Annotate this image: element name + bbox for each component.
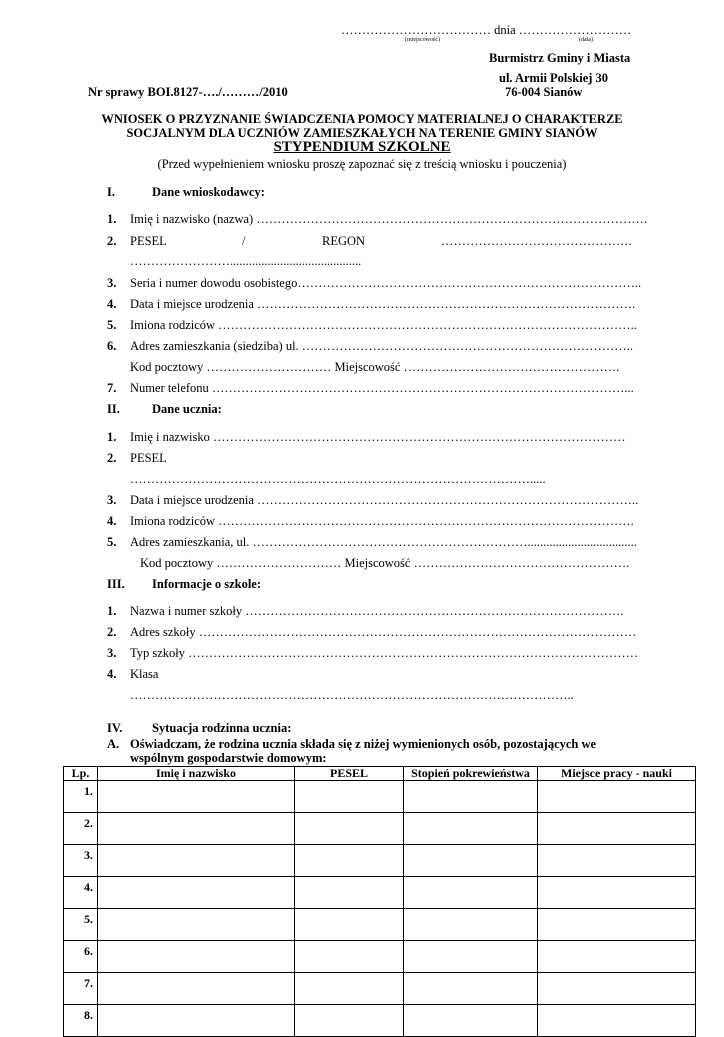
col-header-pesel: PESEL — [295, 767, 404, 781]
pesel-cell[interactable] — [295, 781, 404, 813]
s1-field-parents[interactable] — [0, 315, 724, 336]
section4-sub-letter: A. — [107, 737, 120, 751]
s3-num-3: 3. — [107, 646, 117, 660]
s3-class-dots: …………………………………………………………………………………………….. — [130, 688, 574, 702]
date-caption: (data) — [579, 37, 593, 43]
pesel-cell[interactable] — [295, 1005, 404, 1037]
s2-num-1: 1. — [107, 430, 117, 444]
relationship-cell[interactable] — [404, 973, 538, 1005]
section1-header — [0, 182, 724, 203]
s1-field-address[interactable] — [0, 336, 724, 357]
s3-class-dots-line[interactable] — [0, 685, 724, 706]
row-number: 8. — [64, 1005, 98, 1037]
workplace-cell[interactable] — [538, 1005, 696, 1037]
s3-field-school-address[interactable] — [0, 622, 724, 643]
row-number: 6. — [64, 941, 98, 973]
row-number: 1. — [64, 781, 98, 813]
section4-heading: Sytuacja rodzinna ucznia: — [152, 721, 292, 735]
name-cell[interactable] — [98, 941, 295, 973]
pesel-cell[interactable] — [295, 877, 404, 909]
s3-field-class[interactable] — [0, 664, 724, 685]
col-header-workplace: Miejsce pracy - nauki — [538, 767, 696, 781]
s2-field-address[interactable] — [0, 532, 724, 553]
workplace-cell[interactable] — [538, 909, 696, 941]
pesel-cell[interactable] — [295, 813, 404, 845]
section4-sub-text2: wspólnym gospodarstwie domowym: — [130, 751, 327, 765]
s3-text-1: Nazwa i numer szkoły ………………………………………………………………………………. — [130, 604, 624, 618]
workplace-cell[interactable] — [538, 941, 696, 973]
table-row — [64, 845, 696, 877]
row-number: 2. — [64, 813, 98, 845]
name-cell[interactable] — [98, 1005, 295, 1037]
section2-heading: Dane ucznia: — [152, 402, 222, 416]
name-cell[interactable] — [98, 781, 295, 813]
workplace-cell[interactable] — [538, 813, 696, 845]
title-main: STYPENDIUM SZKOLNE — [273, 139, 451, 155]
table-row — [64, 1005, 696, 1037]
table-row — [64, 877, 696, 909]
section1-heading: Dane wnioskodawcy: — [152, 185, 265, 199]
s1-num-2: 2. — [107, 234, 117, 248]
s1-text-4: Data i miejsce urodzenia ………………………………………………………………………………. — [130, 297, 636, 311]
section4-sub-line2 — [0, 750, 724, 766]
s3-text-3: Typ szkoły ……………………………………………………………………………………………… — [130, 646, 639, 660]
relationship-cell[interactable] — [404, 813, 538, 845]
workplace-cell[interactable] — [538, 781, 696, 813]
recipient-line3: 76-004 Sianów — [505, 85, 583, 99]
s1-text-6: Adres zamieszkania (siedziba) ul. …………………………………………………………………….. — [130, 339, 634, 353]
s2-postal: Kod pocztowy ………………………… Miejscowość ……………………………………………. — [140, 556, 630, 570]
row-number: 7. — [64, 973, 98, 1005]
recipient-line1: Burmistrz Gminy i Miasta — [489, 51, 631, 65]
s1-field-postal[interactable] — [0, 357, 724, 378]
pesel-cell[interactable] — [295, 941, 404, 973]
s1-num-4: 4. — [107, 297, 117, 311]
s1-text-7: Numer telefonu ………………………………………………………………………………………... — [130, 381, 634, 395]
s2-pesel-dots-line[interactable] — [0, 469, 724, 490]
relationship-cell[interactable] — [404, 941, 538, 973]
family-members-table — [63, 766, 696, 1037]
pesel-cell[interactable] — [295, 845, 404, 877]
s1-text-5: Imiona rodziców ……………………………………………………………………………………….. — [130, 318, 637, 332]
relationship-cell[interactable] — [404, 909, 538, 941]
s1-pesel-label: PESEL — [130, 234, 167, 248]
section4-sub-text1: Oświadczam, że rodzina ucznia składa się z niżej wymienionych osób, pozostających we — [130, 737, 597, 751]
pesel-cell[interactable] — [295, 909, 404, 941]
table-row — [64, 941, 696, 973]
s2-num-3: 3. — [107, 493, 117, 507]
recipient-line2: ul. Armii Polskiej 30 — [499, 71, 609, 85]
name-cell[interactable] — [98, 813, 295, 845]
s3-field-school-name[interactable] — [0, 601, 724, 622]
s2-field-pesel[interactable] — [0, 448, 724, 469]
col-header-relationship: Stopień pokrewieństwa — [404, 767, 538, 781]
workplace-cell[interactable] — [538, 973, 696, 1005]
relationship-cell[interactable] — [404, 781, 538, 813]
s1-slash: / — [242, 234, 246, 248]
place-caption: (miejscowość) — [405, 37, 440, 43]
section3-heading: Informacje o szkole: — [152, 577, 261, 591]
table-header-row — [64, 767, 696, 781]
section2-numeral: II. — [107, 402, 120, 416]
title-note: (Przed wypełnieniem wniosku proszę zapoznać się z treścią wniosku i pouczenia) — [157, 157, 567, 171]
s2-text-4: Imiona rodziców ………………………………………………………………………………………. — [130, 514, 634, 528]
s2-num-4: 4. — [107, 514, 117, 528]
s2-field-name[interactable] — [0, 427, 724, 448]
section3-header — [0, 574, 724, 595]
relationship-cell[interactable] — [404, 845, 538, 877]
s3-field-school-type[interactable] — [0, 643, 724, 664]
section3-numeral: III. — [107, 577, 125, 591]
section2-header — [0, 399, 724, 420]
name-cell[interactable] — [98, 877, 295, 909]
s1-num-7: 7. — [107, 381, 117, 395]
s2-field-parents[interactable] — [0, 511, 724, 532]
s2-field-postal[interactable] — [0, 553, 724, 574]
place-date-line[interactable]: ……………………………… dnia ……………………… — [341, 23, 632, 37]
name-cell[interactable] — [98, 845, 295, 877]
row-number: 4. — [64, 877, 98, 909]
s1-text-1: Imię i nazwisko (nazwa) …………………………………………………………………………………. — [130, 212, 647, 226]
s1-pesel-dots: …………………….......................................... — [130, 254, 362, 268]
col-header-lp: Lp. — [64, 767, 98, 781]
name-cell[interactable] — [98, 973, 295, 1005]
s2-text-2: PESEL — [130, 451, 167, 465]
section1-numeral: I. — [107, 185, 115, 199]
s2-text-3: Data i miejsce urodzenia ……………………………………………………………………………….. — [130, 493, 639, 507]
s1-num-1: 1. — [107, 212, 117, 226]
s2-pesel-dots: ……………………………………………………………………………………..... — [130, 472, 546, 486]
title-line2: SOCJALNYM DLA UCZNIÓW ZAMIESZKAŁYCH NA TERENIE GMINY SIANÓW — [126, 126, 598, 140]
table-row — [64, 909, 696, 941]
title-line1: WNIOSEK O PRZYZNANIE ŚWIADCZENIA POMOCY MATERIALNEJ O CHARAKTERZE — [101, 112, 623, 126]
table-row — [64, 813, 696, 845]
table-row — [64, 973, 696, 1005]
workplace-cell[interactable] — [538, 877, 696, 909]
s1-field-name[interactable] — [0, 209, 724, 230]
s1-text-3: Seria i numer dowodu osobistego……………………………………………………………………….. — [130, 276, 642, 290]
s2-text-1: Imię i nazwisko ……………………………………………………………………………………… — [130, 430, 626, 444]
s2-text-5: Adres zamieszkania, ul. …………………………………………………………................................... — [130, 535, 637, 549]
section4-header — [0, 720, 724, 736]
section4-numeral: IV. — [107, 721, 123, 735]
s3-num-4: 4. — [107, 667, 117, 681]
s1-field-pesel-regon[interactable] — [0, 231, 724, 252]
relationship-cell[interactable] — [404, 1005, 538, 1037]
s1-postal: Kod pocztowy ………………………… Miejscowość ……………………………………………. — [130, 360, 620, 374]
col-header-name: Imię i nazwisko — [98, 767, 295, 781]
relationship-cell[interactable] — [404, 877, 538, 909]
row-number: 5. — [64, 909, 98, 941]
case-number: Nr sprawy BOI.8127-…./………/2010 — [88, 85, 288, 99]
workplace-cell[interactable] — [538, 845, 696, 877]
s1-pesel-dots-line[interactable] — [0, 251, 724, 272]
s2-num-5: 5. — [107, 535, 117, 549]
s1-regon-dots: ………………………………………. — [441, 234, 632, 248]
s3-num-1: 1. — [107, 604, 117, 618]
s3-text-2: Adres szkoły …………………………………………………………………………………………… — [130, 625, 637, 639]
pesel-cell[interactable] — [295, 973, 404, 1005]
s1-field-birth[interactable] — [0, 294, 724, 315]
s1-num-5: 5. — [107, 318, 117, 332]
s1-field-id[interactable] — [0, 273, 724, 294]
s1-num-3: 3. — [107, 276, 117, 290]
s3-text-4: Klasa — [130, 667, 159, 681]
s2-num-2: 2. — [107, 451, 117, 465]
s1-regon-label: REGON — [322, 234, 366, 248]
name-cell[interactable] — [98, 909, 295, 941]
s1-num-6: 6. — [107, 339, 117, 353]
s2-field-birth[interactable] — [0, 490, 724, 511]
s3-num-2: 2. — [107, 625, 117, 639]
row-number: 3. — [64, 845, 98, 877]
table-row — [64, 781, 696, 813]
s1-field-phone[interactable] — [0, 378, 724, 399]
